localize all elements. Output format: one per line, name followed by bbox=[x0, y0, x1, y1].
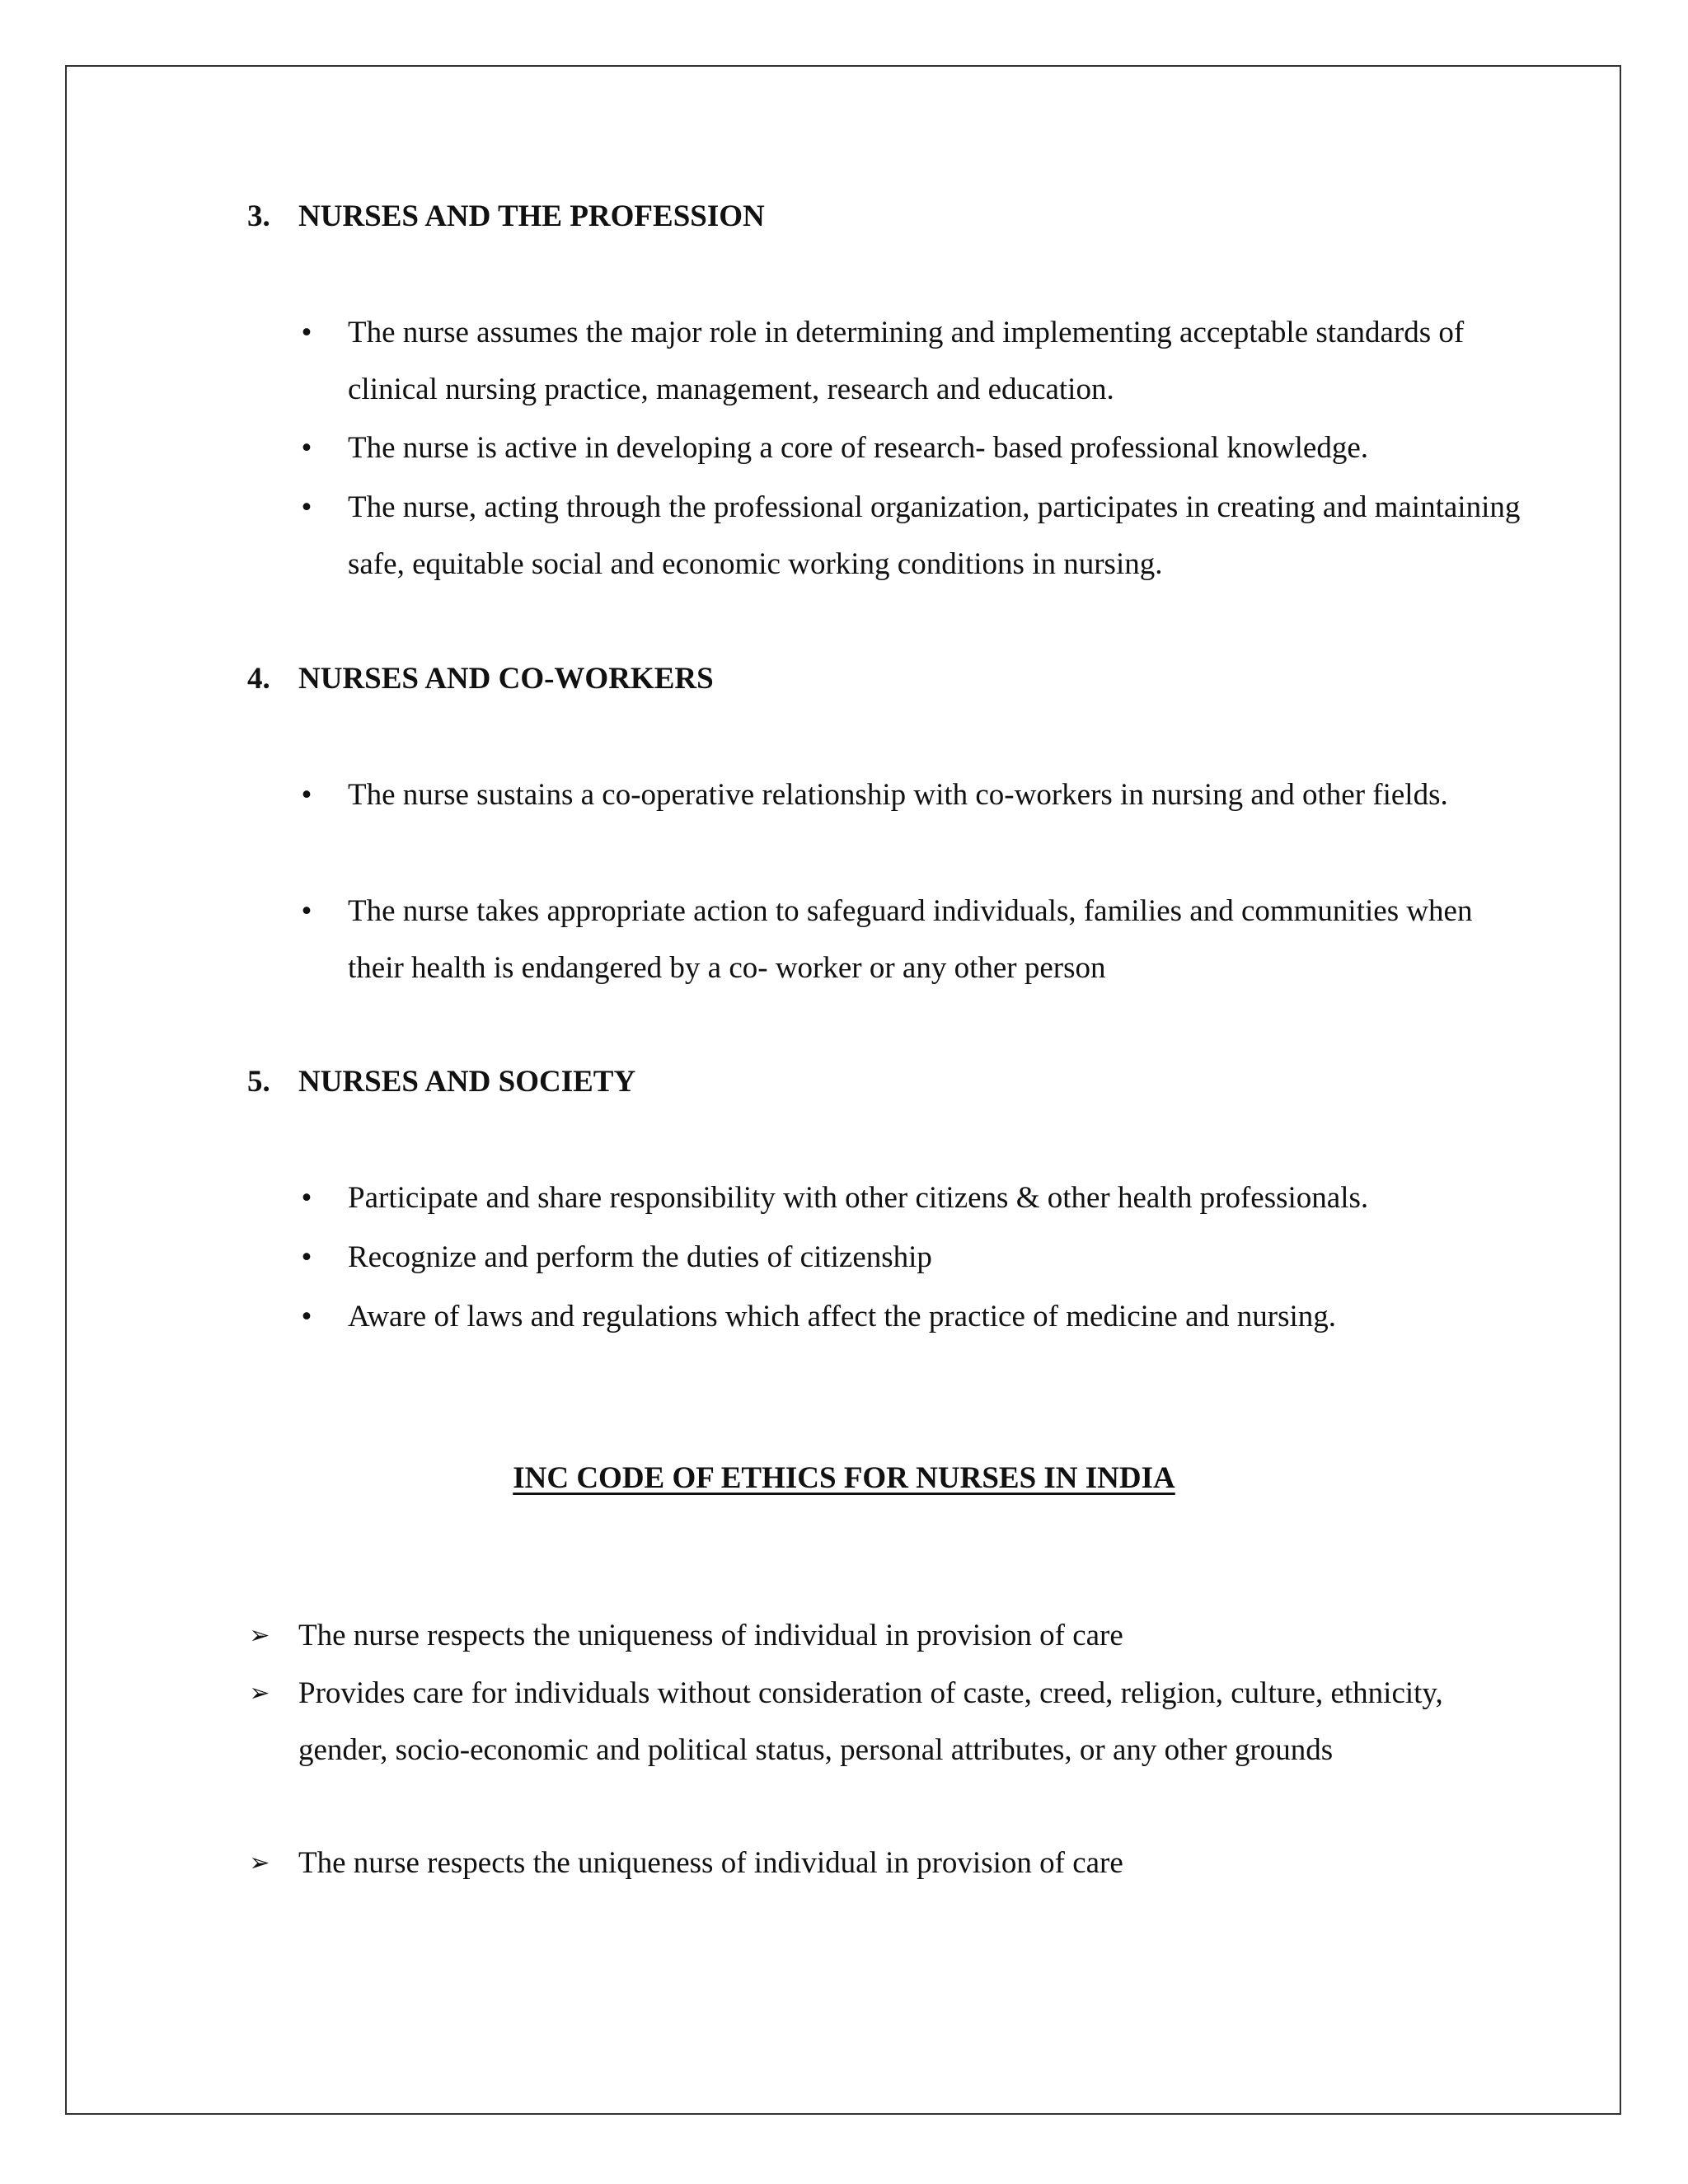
list-item-text: Aware of laws and regulations which affect the practice of medicine and nursing. bbox=[348, 1300, 1336, 1333]
bullet-icon: • bbox=[301, 1240, 312, 1274]
code-item bbox=[247, 1665, 1533, 1779]
arrow-bullet-icon: ➢ bbox=[249, 1679, 270, 1708]
bullet-icon: • bbox=[301, 1181, 312, 1215]
list-item-text: Participate and share responsibility with other citizens & other health professionals. bbox=[348, 1181, 1369, 1215]
section-heading-5 bbox=[247, 1063, 635, 1101]
arrow-bullet-icon: ➢ bbox=[249, 1849, 270, 1877]
list-item bbox=[298, 883, 1526, 996]
section-number: 3. bbox=[247, 199, 270, 233]
section-number: 5. bbox=[247, 1065, 270, 1099]
list-item bbox=[298, 766, 1526, 823]
list-item bbox=[298, 1229, 1526, 1286]
code-item-text: Provides care for individuals without consideration of caste, creed, religion, culture, ethnicity, gender, socio-economic and political status, personal attributes, or any other grounds bbox=[298, 1676, 1443, 1767]
bullet-icon: • bbox=[301, 316, 312, 349]
list-item-text: The nurse takes appropriate action to safeguard individuals, families and communities when their health is endangered by a co- worker or any other person bbox=[348, 894, 1473, 985]
section-number: 4. bbox=[247, 662, 270, 696]
section-heading-3 bbox=[247, 198, 765, 236]
section-title: NURSES AND SOCIETY bbox=[298, 1065, 636, 1099]
section-title: NURSES AND THE PROFESSION bbox=[298, 199, 765, 233]
bullet-icon: • bbox=[301, 431, 312, 465]
list-item bbox=[298, 304, 1526, 418]
inc-code-title: INC CODE OF ETHICS FOR NURSES IN INDIA bbox=[513, 1461, 1175, 1495]
bullet-icon: • bbox=[301, 894, 312, 928]
list-item bbox=[298, 479, 1526, 593]
list-item-text: The nurse assumes the major role in determining and implementing acceptable standards of clinical nursing practice, management, research and education. bbox=[348, 316, 1465, 406]
list-item bbox=[298, 1288, 1526, 1345]
bullet-icon: • bbox=[301, 1300, 312, 1333]
list-item-text: The nurse, acting through the professional organization, participates in creating and maintaining safe, equitable social and economic working conditions in nursing. bbox=[348, 490, 1521, 581]
section-heading-4 bbox=[247, 660, 714, 698]
code-item-text: The nurse respects the uniqueness of individual in provision of care bbox=[298, 1619, 1123, 1652]
code-item bbox=[247, 1835, 1533, 1891]
list-item bbox=[298, 419, 1526, 476]
list-item-text: Recognize and perform the duties of citizenship bbox=[348, 1240, 932, 1274]
section-title: NURSES AND CO-WORKERS bbox=[298, 662, 714, 696]
arrow-bullet-icon: ➢ bbox=[249, 1621, 270, 1650]
bullet-icon: • bbox=[301, 490, 312, 524]
list-item bbox=[298, 1169, 1526, 1226]
list-item-text: The nurse is active in developing a core of research- based professional knowledge. bbox=[348, 431, 1369, 465]
code-item-text: The nurse respects the uniqueness of individual in provision of care bbox=[298, 1846, 1123, 1880]
list-item-text: The nurse sustains a co-operative relationship with co-workers in nursing and other fields. bbox=[348, 778, 1448, 812]
bullet-icon: • bbox=[301, 778, 312, 812]
code-item bbox=[247, 1607, 1533, 1664]
